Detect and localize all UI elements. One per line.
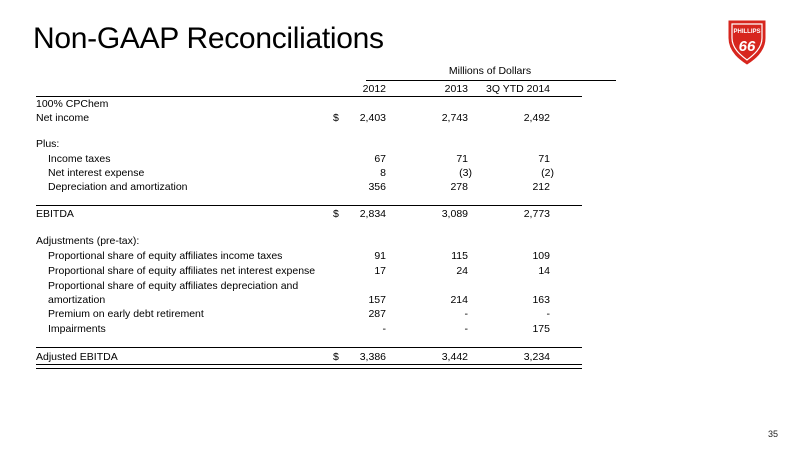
row-label: Proportional share of equity affiliates income taxes bbox=[48, 250, 283, 262]
svg-text:66: 66 bbox=[738, 38, 756, 55]
row-label: EBITDA bbox=[36, 208, 74, 220]
table-row bbox=[36, 350, 596, 364]
row-label: Income taxes bbox=[48, 153, 111, 165]
subtotal-rule bbox=[36, 205, 582, 206]
cell: - bbox=[546, 308, 550, 320]
cell: 71 bbox=[456, 153, 468, 165]
cell: 212 bbox=[532, 181, 550, 193]
row-label: Proportional share of equity affiliates net interest expense bbox=[48, 265, 316, 277]
table-label: 100% CPChem bbox=[36, 98, 109, 110]
table-row bbox=[36, 293, 596, 307]
row-label: Depreciation and amortization bbox=[48, 181, 188, 193]
cell: 109 bbox=[532, 250, 550, 262]
svg-text:PHILLIPS: PHILLIPS bbox=[733, 29, 761, 35]
cell: 115 bbox=[451, 250, 468, 262]
cell: 214 bbox=[450, 294, 468, 306]
table-row bbox=[36, 322, 596, 336]
section-label bbox=[36, 97, 596, 111]
column-header: 2013 bbox=[444, 83, 468, 95]
row-label: Net interest expense bbox=[48, 167, 145, 179]
cell: 14 bbox=[538, 265, 550, 277]
total-rule bbox=[36, 347, 582, 348]
row-label: amortization bbox=[48, 294, 106, 306]
header-divider bbox=[366, 80, 616, 81]
table-row bbox=[36, 180, 596, 194]
table-row bbox=[36, 264, 596, 278]
cell: 17 bbox=[374, 265, 386, 277]
cell: 3,442 bbox=[441, 351, 468, 363]
cell: 3,234 bbox=[523, 351, 550, 363]
cell: 278 bbox=[450, 181, 468, 193]
cell: 2,492 bbox=[523, 112, 550, 124]
table-row bbox=[36, 166, 596, 180]
dollar-sign: $ bbox=[333, 351, 339, 363]
table-row bbox=[36, 152, 596, 166]
dollar-sign: $ bbox=[333, 112, 339, 124]
cell: 3,386 bbox=[359, 351, 386, 363]
dollar-sign: $ bbox=[333, 208, 339, 220]
cell: 8 bbox=[380, 167, 386, 179]
row-label: Net income bbox=[36, 112, 90, 124]
cell: 2,403 bbox=[359, 112, 386, 124]
column-header: 2012 bbox=[362, 83, 386, 95]
cell: - bbox=[464, 323, 468, 335]
cell: (3) bbox=[459, 167, 472, 179]
cell: 287 bbox=[368, 308, 386, 320]
table-row bbox=[36, 279, 596, 293]
cell: 175 bbox=[532, 323, 550, 335]
table-row bbox=[36, 307, 596, 321]
cell: 2,743 bbox=[441, 112, 468, 124]
cell: - bbox=[382, 323, 386, 335]
cell: 91 bbox=[374, 250, 386, 262]
cell: 71 bbox=[538, 153, 550, 165]
column-header-row bbox=[36, 82, 596, 96]
row-label: Proportional share of equity affiliates depreciation and bbox=[48, 280, 299, 292]
table-row bbox=[36, 111, 596, 125]
section-label bbox=[36, 137, 596, 151]
cell: 3,089 bbox=[441, 208, 468, 220]
cell: 2,773 bbox=[523, 208, 550, 220]
cell: (2) bbox=[541, 167, 554, 179]
row-label: Impairments bbox=[48, 323, 106, 335]
cell: 67 bbox=[374, 153, 386, 165]
cell: 2,834 bbox=[359, 208, 386, 220]
table-label: Plus: bbox=[36, 138, 60, 150]
cell: 24 bbox=[456, 265, 468, 277]
cell: - bbox=[464, 308, 468, 320]
table-row bbox=[36, 249, 596, 263]
cell: 163 bbox=[532, 294, 550, 306]
units-label: Millions of Dollars bbox=[448, 65, 532, 77]
grand-total-double-rule bbox=[36, 364, 582, 369]
cell: 356 bbox=[368, 181, 386, 193]
phillips-66-logo bbox=[723, 18, 771, 66]
cell: 157 bbox=[368, 294, 386, 306]
row-label: Adjusted EBITDA bbox=[36, 351, 118, 363]
page-number: 35 bbox=[767, 429, 778, 439]
section-label bbox=[36, 234, 596, 248]
table-label: Adjustments (pre-tax): bbox=[36, 235, 140, 247]
row-label: Premium on early debt retirement bbox=[48, 308, 204, 320]
table-row bbox=[36, 207, 596, 221]
column-header: 3Q YTD 2014 bbox=[485, 83, 550, 95]
slide-title: Non-GAAP Reconciliations bbox=[33, 22, 384, 55]
